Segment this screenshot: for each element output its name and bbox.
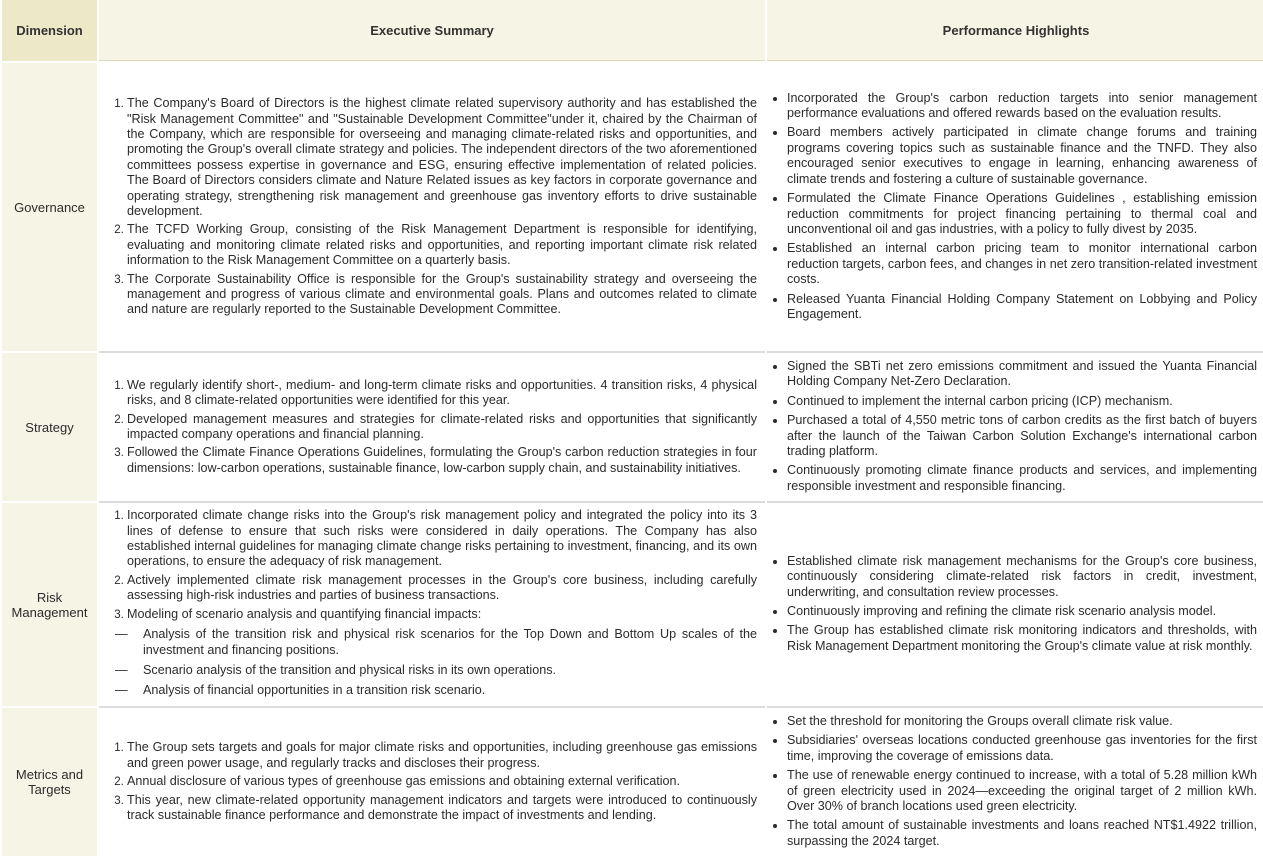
- list-item: • Subsidiaries' overseas locations conducted greenhouse gas inventories for the first time, improving the coverage of emissions data.: [787, 733, 1257, 764]
- list-item: • Established an internal carbon pricing team to monitor international carbon reduction targets, carbon fees, and changes in net zero transition-related investment costs.: [787, 241, 1257, 287]
- list-item: • The total amount of sustainable investments and loans reached NT$1.4922 trillion, surpassing the 2024 target.: [787, 818, 1257, 849]
- highlights-cell: [767, 706, 1263, 856]
- list-item: • Incorporated the Group's carbon reduction targets into senior management performance evaluations and offered rewards based on the evaluation results.: [787, 91, 1257, 122]
- list-item: • Set the threshold for monitoring the Groups overall climate risk value.: [787, 714, 1257, 729]
- table-row-metrics-and-targets: [2, 706, 1263, 856]
- list-item-text: Modeling of scenario analysis and quantifying financial impacts:: [127, 606, 482, 621]
- summary-list: [99, 96, 765, 318]
- dimension-label: Governance: [2, 61, 97, 351]
- list-item: 1. The Group sets targets and goals for major climate risks and opportunities, including greenhouse gas emissions and green power usage, and regularly tracks and discloses their progress.: [127, 740, 757, 771]
- highlights-cell: [767, 351, 1263, 501]
- summary-list: [99, 378, 765, 476]
- dimension-label: Risk Management: [2, 501, 97, 706]
- dimension-label: Strategy: [2, 351, 97, 501]
- summary-cell: [99, 351, 765, 501]
- highlights-cell: [767, 501, 1263, 706]
- list-item: • Signed the SBTi net zero emissions commitment and issued the Yuanta Financial Holding Company Net-Zero Declaration.: [787, 359, 1257, 390]
- list-item: 1. Incorporated climate change risks into the Group's risk management policy and integrated the policy into its 3 lines of defense to ensure that such risks were considered in daily operations. The Company has also established internal guidelines for managing climate change risks pertaining to investment, financing, and its own operations, to ensure the adequacy of risk management.: [127, 508, 757, 570]
- highlights-cell: [767, 61, 1263, 351]
- list-item: [127, 607, 757, 699]
- list-item: • Continuously improving and refining the climate risk scenario analysis model.: [787, 604, 1257, 619]
- summary-list: [99, 508, 765, 698]
- header-dimension: Dimension: [2, 0, 97, 61]
- header-executive-summary: Executive Summary: [99, 0, 765, 61]
- highlights-list: [767, 359, 1263, 494]
- list-item: • Board members actively participated in climate change forums and training programs covering topics such as sustainable finance and the TNFD. They also encouraged senior executives to engage in learning, enhancing awareness of climate trends and fostering a culture of sustainable governance.: [787, 125, 1257, 187]
- highlights-list: [767, 91, 1263, 323]
- list-item: 3. The Corporate Sustainability Office is responsible for the Group's sustainability strategy and overseeing the management and progress of various climate and environmental goals. Plans and outcomes related to climate and nature are regularly reported to the Sustainable Development Committee.: [127, 272, 757, 318]
- sub-list-item: — Analysis of financial opportunities in a transition risk scenario.: [115, 683, 757, 698]
- list-item: • The Group has established climate risk monitoring indicators and thresholds, with Risk Management Department monitoring the Group's climate value at risk monthly.: [787, 623, 1257, 654]
- list-item: • Released Yuanta Financial Holding Company Statement on Lobbying and Policy Engagement.: [787, 292, 1257, 323]
- summary-cell: [99, 706, 765, 856]
- summary-list: [99, 740, 765, 823]
- header-performance-highlights: Performance Highlights: [767, 0, 1263, 61]
- sub-list: [115, 627, 757, 699]
- table-row-governance: [2, 61, 1263, 351]
- sub-list-item: — Analysis of the transition risk and physical risk scenarios for the Top Down and Bottom Up scales of the investment and financing positions.: [115, 627, 757, 658]
- sub-list-item: — Scenario analysis of the transition and physical risks in its own operations.: [115, 663, 757, 678]
- list-item: 2. Actively implemented climate risk management processes in the Group's core business, including carefully assessing high-risk industries and parties of business transactions.: [127, 573, 757, 604]
- list-item: • Continuously promoting climate finance products and services, and implementing responsible investment and responsible financing.: [787, 463, 1257, 494]
- header-row: [2, 0, 1263, 61]
- summary-cell: [99, 501, 765, 706]
- list-item: 1. We regularly identify short-, medium- and long-term climate risks and opportunities. 4 transition risks, 4 physical risks, and 8 climate-related opportunities were identified for this year.: [127, 378, 757, 409]
- list-item: • Continued to implement the internal carbon pricing (ICP) mechanism.: [787, 394, 1257, 409]
- list-item: 2. Developed management measures and strategies for climate-related risks and opportunities that significantly impacted company operations and financial planning.: [127, 412, 757, 443]
- list-item: 2. The TCFD Working Group, consisting of the Risk Management Department is responsible for identifying, evaluating and monitoring climate related risks and opportunities, and reporting important climate risk related information to the Risk Management Committee on a quarterly basis.: [127, 222, 757, 268]
- table-row-risk-management: [2, 501, 1263, 706]
- list-item: 3. This year, new climate-related opportunity management indicators and targets were introduced to continuously track sustainable finance performance and demonstrate the impact of investments and lending.: [127, 793, 757, 824]
- list-item: 2. Annual disclosure of various types of greenhouse gas emissions and obtaining external verification.: [127, 774, 757, 789]
- highlights-list: [767, 554, 1263, 654]
- table-row-strategy: [2, 351, 1263, 501]
- list-item: 1. The Company's Board of Directors is the highest climate related supervisory authority and has established the "Risk Management Committee" and "Sustainable Development Committee"under it, chaired by the Chairman of the Company, which are responsible for overseeing and managing climate-related risks and opportunities, and promoting the Group's overall climate strategy and policies. The independent directors of the two aforementioned committees possess expertise in governance and ESG, ensuring effective implementation of related policies. The Board of Directors considers climate and Nature Related issues as key factors in corporate governance and operating strategy, strengthening risk management and greenhouse gas inventory efforts to drive sustainable development.: [127, 96, 757, 219]
- highlights-list: [767, 714, 1263, 849]
- list-item: • Formulated the Climate Finance Operations Guidelines , establishing emission reduction commitments for project financing pertaining to thermal coal and unconventional oil and gas industries, with a policy to fully divest by 2035.: [787, 191, 1257, 237]
- summary-cell: [99, 61, 765, 351]
- list-item: 3. Followed the Climate Finance Operations Guidelines, formulating the Group's carbon reduction strategies in four dimensions: low-carbon operations, sustainable finance, low-carbon supply chain, and sustainability initiatives.: [127, 445, 757, 476]
- list-item: • Established climate risk management mechanisms for the Group's core business, continuously considering climate-related risk factors in credit, investment, underwriting, and consultation review processes.: [787, 554, 1257, 600]
- dimension-label: Metrics and Targets: [2, 706, 97, 856]
- list-item: • Purchased a total of 4,550 metric tons of carbon credits as the first batch of buyers after the launch of the Taiwan Carbon Solution Exchange's international carbon trading platform.: [787, 413, 1257, 459]
- list-item: • The use of renewable energy continued to increase, with a total of 5.28 million kWh of green electricity used in 2024—exceeding the original target of 2 million kWh. Over 30% of branch locations used green electricity.: [787, 768, 1257, 814]
